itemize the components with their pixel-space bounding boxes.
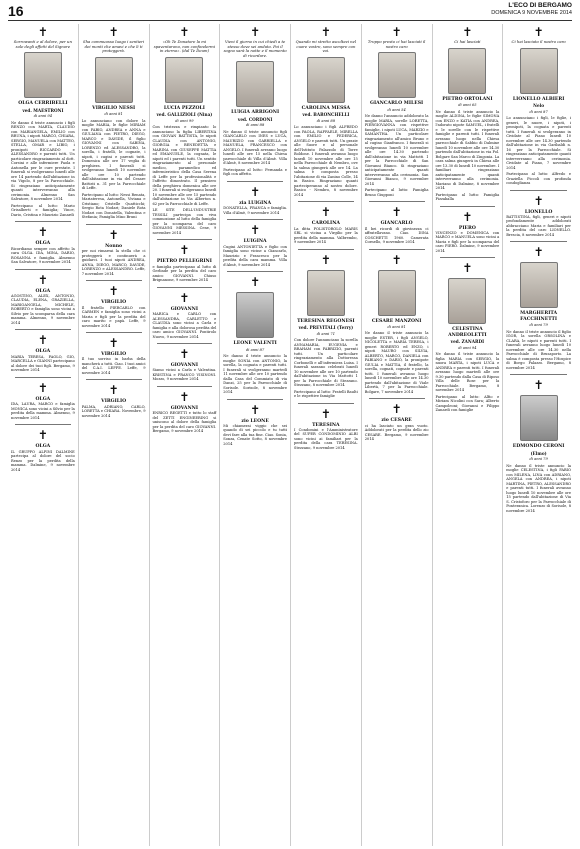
deceased-name: OLGA	[35, 349, 51, 355]
divider	[369, 249, 425, 250]
cross-icon: ✝	[250, 223, 261, 238]
cross-icon: ✝	[250, 402, 261, 417]
deceased-name: EDMONDO CERONI	[512, 444, 565, 450]
notice-participants: Partecipano al lutto: Famiglia Pizzaballa	[435, 192, 500, 201]
notice-text	[365, 114, 429, 197]
cross-icon: ✝	[250, 184, 261, 199]
divider	[298, 403, 354, 404]
divider	[227, 181, 283, 182]
deceased-age: di anni 54	[387, 107, 406, 112]
memorial-quote: Sha commuosso luogo i sentieri dei monti che amavi e che li ti proteggerà.	[83, 39, 145, 54]
deceased-name: GIOVANNI	[170, 363, 199, 368]
notice-text	[294, 227, 358, 245]
divider	[86, 332, 142, 333]
notice-participants: Partecipano al lutto: Mario Grisalberti e famiglia; Vince, Dario, Cristina e Maurizio Zanardi	[11, 203, 75, 217]
divider	[15, 377, 71, 378]
portrait-photo	[520, 48, 558, 94]
portrait-photo	[236, 61, 274, 107]
divider	[369, 201, 425, 202]
deceased-name: TERESINA REGONESI	[297, 318, 355, 324]
deceased-age: di anni 94	[33, 114, 52, 119]
divider	[510, 374, 567, 375]
cross-icon: ✝	[108, 227, 119, 242]
deceased-name: zio LEONE	[241, 418, 269, 424]
deceased-name: VIRGILIO NESSI	[92, 105, 136, 111]
notice-body: Ne danno l'annuncio addolorato la moglie MARIA, sorelle LORETTA, PIERGIOVANNA con rispettive famiglie, i nipoti LUCA, MARZIO e SAMANTHA. Un particolare ringraziamento all'amico Bruno e al cugino Gianfranco. I funerali si svolgeranno lunedì 10 novembre alle ore 14.30 partendo dall'abitazione in via Mattotti 1 per la Parrocchiale di San Giovanni Bianco. Si ringraziano anticipatamente quanti interverranno alla cerimonia. San Giovanni Bianco, 9 novembre 2014	[364, 114, 429, 186]
divider	[86, 280, 142, 281]
portrait-photo	[24, 52, 62, 98]
cross-icon: ✝	[250, 275, 261, 290]
portrait-photo	[236, 292, 274, 338]
deceased-age: di anni 87	[529, 109, 548, 114]
notice-body: e famiglia partecipano al lutto di Gerlinde per la perdita del caro amico GIOVANNI. Chiuso Brignanone, 9 novembre 2014	[152, 264, 217, 283]
notice-text	[506, 464, 571, 514]
obituary-column	[8, 24, 79, 846]
notice-body: ENRICO REGETTI e tutto lo staff del ZETTI ENGINEERING si uniscono al dolore della famiglia per la perdita del caro GIOVANNI. Bergamo, 9 novembre 2014	[152, 411, 217, 434]
notice-text	[223, 424, 287, 447]
notice-body: Cugini ANTONIETTA e figlio con famiglia sono vicine a Giancarlo, Maurizio e Francesco per la perdita della cara mamma. Villa d'Almè, 9 novembre 2014	[223, 244, 287, 267]
cross-icon: ✝	[108, 383, 119, 398]
deceased-name: LUCIA PEZZOLI	[163, 105, 205, 111]
divider	[157, 287, 213, 288]
divider	[86, 379, 142, 380]
divider	[227, 399, 283, 400]
notice-text	[82, 357, 146, 375]
deceased-name: OLGA	[35, 241, 51, 247]
deceased-name: zia LUIGINA	[239, 200, 272, 206]
notice-body: AGOSTINO, ALEX, ANTONIO, CLAUDIA, ELENA, GRAZIELLA, MARIOANGELA, MICHELE, ROBERTO e famiglia sono vicini a Silvio per la scomparsa della cara mamma. Almenno, 9 novembre 2014	[11, 293, 75, 325]
deceased-name: CAROLINA	[311, 221, 340, 227]
deceased-age: di anni 65	[458, 103, 477, 107]
obituary-column	[362, 24, 433, 846]
notice-text	[436, 352, 500, 413]
notice-text	[11, 121, 75, 218]
cross-icon: ✝	[462, 261, 473, 276]
divider	[157, 239, 213, 240]
notice-body: Ne danno il triste annuncio i figli RENZO con MARTA, CLAUDIO con MARIANGELA, EMILIO con BRUNA, i nipoti MARCO, CHIARA, SERGIO, MANUELA con MATTEO, STELLA, OMAR e LIBIO, i pronipoti RICCARDO e ALESSANDRO e parenti tutti. Un particolare ringraziamento al dott. Corsini e alle infermiere Paola e Antonella per le cure prestate. I funerali si svolgeranno lunedì alle ore 14 partendo dall'abitazione in via Vigolo, 8 per la Parrocchiale. Si ringraziano anticipatamente quanti interverranno alla cerimonia. Almenno San Salvatore, 8 novembre 2014	[11, 120, 75, 202]
deceased-subname: (Elmo)	[530, 450, 547, 456]
cross-icon: ✝	[391, 402, 402, 417]
notice-participants: Partecipano al lutto: Famiglia Bruno Giupponi	[364, 188, 429, 197]
portrait-photo	[378, 52, 416, 98]
notice-body: MARIA TERESA, PAOLO, GIO, MARCELLA e GIANNI partecipano al dolore dei tuoi figli. Bergamo, 9 novembre 2014	[11, 354, 75, 373]
notice-text	[11, 355, 75, 373]
notice-body: Lo annunciano i figli ALFREDO con PAOLA, RAFFAELE, MIRELLA con EMILIO e FEDERICA, ANGELO e parenti tutti. Un grazie alle Suore e al personale dell'Istituto Palazzolo di Torre Boldone. I funerali avranno luogo lunedì 10 novembre alle ore 15 nella Parrocchiale di Nembro, ove la salma giungerà alle ore 14. La salma è composta presso l'abitazione di via Zanino Colle, 14 in Basico. Ringraziano quanti parteciperanno al nostro dolore. Basico - Nembro, 8 novembre 2014	[294, 125, 358, 197]
notice-body: Il bei ricordi di giovinezza ci affratellavano. Ciao. DINA COSCHETTI 1960. Camerata Cornello, 9 novembre 2014	[364, 226, 429, 244]
deceased-age: di anni 94	[458, 345, 477, 350]
notice-text	[365, 331, 429, 394]
notice-text	[294, 338, 358, 399]
notice-body: BATTISTINA, figli, generi e nipoti profondamente addolorati abbracciano Maria e familiari per la perdita del caro LIONELLO. Brescia, 8 novembre 2014	[506, 214, 571, 237]
deceased-name: VIRGILIO	[101, 300, 127, 306]
divider	[15, 424, 71, 425]
notice-text	[436, 110, 500, 202]
notice-text	[11, 294, 75, 326]
cross-icon: ✝	[391, 25, 402, 39]
notice-text	[506, 330, 571, 371]
deceased-name: OLGA	[35, 288, 51, 294]
deceased-name: CELESTINA ANDREOLETTI	[448, 327, 487, 338]
cross-icon: ✝	[37, 225, 48, 240]
obituary-column	[79, 24, 150, 846]
notice-text	[436, 231, 500, 254]
deceased-name: OLGA CERRIBELLI	[18, 101, 68, 107]
notice-body: Lo annunciano con dolore la moglie MARIA, le figlie MIRIAM con FABIO, ANDREA e ANNA e GIULIANA con PIETRO, DIEGO, MARCO e DAVIDE, il figlio GIOVANNI con SABINA, LORENZO ed ALESSANDRO, la sorella, i fratelli, le cognate, i nipoti, i cugini e parenti tutti. Domenica alle ore 17 veglia di preghiera. I funerali si svolgeranno lunedì 10 novembre alle ore 10 partendo dall'abitazione in via del Cesare Battisti n. 31 per la Parrocchiale di Leffe.	[81, 118, 146, 191]
notice-text	[223, 354, 287, 395]
notice-text	[82, 306, 146, 329]
notice-participants: Partecipano al lutto: Alfio e Miriam Nicolini con Sara; Alberto Campoleoni; Giovanni e Filippo Zanardi con famiglie	[435, 394, 500, 413]
notice-text	[294, 428, 358, 451]
divider	[369, 398, 425, 399]
deceased-name: PIETRO PELLEGRINI	[156, 259, 212, 265]
notice-text	[365, 424, 429, 442]
notice-text	[223, 245, 287, 268]
memorial-quote: Ci hai lasciato il nostro caro	[511, 39, 566, 44]
obituary-columns	[8, 24, 574, 846]
portrait-photo	[378, 270, 416, 316]
notice-body: Ne danno il triste annuncio la moglie SONIA con ANTONIO, la sorella, la cognata e parenti tutti. I funerali si svolgeranno martedì 11 novembre alle ore 10 partendo dalla Casa del Commiato di via Danzi, 25 per la Parrocchiale di Sorisole. Sorisole, 8 novembre 2014	[223, 354, 287, 394]
divider	[510, 190, 567, 191]
notice-participants: Partecipano al lutto: Fernanda e figli con affetto.	[223, 167, 287, 177]
notice-text	[11, 247, 75, 265]
notice-body: Il tuo sorriso in barba della mancherà a tutti. Ciao. I tuoi amici del C.A.I. LEFFE. Leffe, 9 novembre 2014	[81, 357, 146, 375]
masthead	[491, 2, 572, 17]
notice-participants: LE SITE DELL'INDUSTRIE TESSILI partecipa con viva commozione al lutto della famiglia per la scomparsa del caro GIOVANNI MESSINA. Cene, 9 novembre 2014	[152, 208, 217, 235]
obituary-column	[503, 24, 574, 846]
cross-icon: ✝	[391, 205, 402, 220]
notice-body: La ditta POLISTOROLO MARIS SRL si vicina a Virgilio per la perdita della mamma. Valbrembo, 9 novembre 2014	[294, 226, 358, 245]
notice-text	[223, 206, 287, 215]
notice-text	[11, 402, 75, 420]
deceased-name: GIOVANNI	[170, 405, 199, 411]
deceased-age: di anni 81	[387, 324, 406, 329]
cross-icon: ✝	[108, 336, 119, 350]
notice-text	[153, 411, 217, 434]
notice-body: Ne danno il triste annuncio la moglie CELESTINA, i figli FABIO con MILENA, LINA con ADRIANO, ANGELA con ANDREA, i nipoti MARTINA, PIETRO, ALESSANDRO e parenti tutti. I funerali avranno luogo lunedì 10 novembre alle ore 15 partendo dall'abitazione di Via S. Cristoforo per la Parrocchiale di Ponteranica. Lorenzo di Sorisole, 8 novembre 2014	[506, 463, 571, 513]
deceased-age: di anni 81	[104, 112, 123, 117]
cross-icon: ✝	[37, 333, 48, 348]
notice-text	[82, 249, 146, 276]
cross-icon: ✝	[108, 284, 119, 299]
cross-icon: ✝	[37, 428, 48, 443]
memorial-quote: Troppo presto ci hai lasciati il nostro caro	[367, 39, 426, 49]
notice-body: VINCENZO e DOMENICA con MARCO e MANUELA sono vicini a Maria e figli per la scomparsa del caro PIERO. Dalmine, 9 novembre 2014	[435, 230, 500, 253]
notice-body: Ricordiamo sempre con affetto la cara OLGA. IDA, MINA, DARIO, ROSANNA e famiglia. Almenno San Salvatore, 9 novembre 2014	[11, 246, 75, 264]
deceased-name: LUIGIA ARRIGONI	[231, 110, 280, 116]
divider	[86, 224, 142, 225]
notice-body: Siamo vicini a Carla e Valentina. KRISTINA e FRANCO VISINONI. Mozzo, 9 novembre 2014	[152, 368, 217, 382]
deceased-name: CESARE MANZONI	[371, 318, 422, 324]
cross-icon: ✝	[179, 389, 190, 404]
notice-text	[506, 116, 571, 186]
deceased-name: LIONELLO ALBIERI	[512, 96, 565, 102]
deceased-name: OLGA	[35, 396, 51, 402]
memorial-quote: Vieni il giorno in cui chiedi a te stesso dove sei andato. Poi il sogno sarà la notte e il momento di ricordare.	[223, 39, 287, 58]
divider	[157, 386, 213, 387]
deceased-name: CAROLINA MESSA	[301, 105, 351, 111]
cross-icon: ✝	[462, 25, 473, 39]
deceased-subname: ved. BARONCHELLI	[302, 112, 350, 118]
portrait-photo	[520, 262, 558, 308]
deceased-age: di anni 88	[246, 123, 265, 128]
deceased-subname: ved. CORDONI	[237, 116, 273, 122]
notice-text	[153, 125, 217, 235]
memorial-quote: «Oh Te Donatore la mi spaventarono, non confondermi in eterno». (dal Te Deum)	[153, 39, 215, 54]
cross-icon: ✝	[37, 272, 48, 287]
cross-icon: ✝	[250, 25, 261, 39]
notice-body: PALMA, ADRIANO, CARLO, LORETTA e CHIARA. Novembre, 9 novembre 2014	[81, 404, 146, 418]
cross-icon: ✝	[320, 406, 331, 421]
notice-text	[365, 227, 429, 245]
memorial-quote: Sorrowanti e al dolore, per un sole degli affetti del Signore	[13, 39, 72, 49]
page-number: 16	[8, 3, 24, 19]
memorial-quote: Quando mi stretto ascoltavi nel cuore vostro, sono sempre con voi.	[295, 39, 357, 54]
deceased-age: di anni 87	[246, 347, 265, 352]
notice-body: Lo annunciano i figli, le figlie, i generi, le nuore, i nipoti, i pronipoti, la cognata e parenti tutti. I funerali si svolgeranno in Cividate al Piano lunedì 10 novembre alle ore 14.30 partendo dall'abitazione in via Garibaldi n. 16 per la Parrocchiale. Si ringraziano anticipatamente quanti interverranno alla cerimonia. Cividate al Piano, 7 novembre 2014	[506, 116, 571, 170]
cross-icon: ✝	[320, 205, 331, 220]
notice-body: Ne danno il triste annuncio figli GIANCARLO con INES e LUCA, MAURIZIO con GABRIELLA e MANUELA, FRANCESCO con ANGELO. I funerali avranno luogo lunedì alle ore 15 nella Chiesa parrocchiale di Villa d'Almè. Villa d'Almè, 8 novembre 2014	[223, 129, 287, 166]
portrait-photo	[307, 270, 345, 316]
notice-body: IDA, LAURA, MARCO e famiglia MONICA sono vicini a Silvio per la perdita della mamma. Almenno, 9 novembre 2014	[11, 402, 75, 420]
deceased-name: MARGHERITA FACCHINETTI	[520, 311, 558, 322]
cross-icon: ✝	[179, 25, 190, 39]
notice-body: IL GRUPPO ALPINI DALMINE partecipa al dolore del socio Renzo per la perdita della mamma. Dalmine, 9 novembre 2014	[11, 449, 75, 472]
divider	[15, 221, 71, 222]
cross-icon: ✝	[462, 209, 473, 224]
obituary-column	[433, 24, 504, 846]
deceased-age: di anni 88	[316, 118, 335, 123]
deceased-name: LIONELLO	[524, 209, 553, 215]
notice-text	[11, 450, 75, 473]
notice-body: Ne danno il triste annuncio la moglie ALDINA, le figlie SIMONA con ENZO e KATIA con ANDREA, l'adorato nipote SAMUEL, i fratelli e le sorelle con le rispettive famiglie e parenti tutti. I funerali avranno luogo nella Chiesa parrocchiale di Sabbio di Dalmine lunedì 10 novembre alle ore 14.30 partendo dall'abitazione in via Pol. Bolgare San Marco di Zingonia. La cara salma giungerà in Chiesa alle ore 13.30 di lunedì 10 novembre. I familiari ringraziano anticipatamente quanti interverranno alla cerimonia. Mariano di Dalmine, 8 novembre 2014	[435, 109, 500, 190]
notice-body: I Condomini e l'Amministratore del SUPER CONDOMINIO ALBI sono vicini ai familiari per la perdita della cara TERESINA. Stezzano, 9 novembre 2014	[294, 427, 358, 450]
notice-body: Con dolore l'annunciano la sorella ANNAMARIA, EUGENIA e BRAHAM con FABRIZIO, parenti tutti. Un particolare ringraziamento alla Dottoressa Corbonelli e all'infermiera Luisa. I funerali saranno celebrati lunedì 10 novembre alle ore 10 partendo dall'abitazione in Via Mattotti 1 per la Parrocchiale di Stezzano. Stezzano, 8 novembre 2014	[294, 338, 358, 387]
deceased-name: GIANCARLO	[380, 221, 413, 227]
cross-icon: ✝	[320, 25, 331, 39]
cross-icon: ✝	[179, 347, 190, 361]
divider	[15, 329, 71, 330]
divider	[298, 249, 354, 250]
notice-body: per noi rimarrai la stella che ci proteggerà e continuerà a guidarci. I tuoi nipoti ANDREA, ANNA, DIEGO, MARCO, DAVIDE, LORENZO e ALESSANDRO. Leffe, 7 novembre 2014	[81, 249, 146, 276]
divider	[440, 257, 496, 258]
portrait-photo	[307, 57, 345, 103]
notice-text	[153, 368, 217, 382]
issue-date: DOMENICA 9 NOVEMBRE 2014	[491, 10, 572, 16]
newspaper-name: L'ECO DI BERGAMO	[508, 2, 572, 9]
deceased-name: Nonno	[105, 243, 123, 249]
notice-body: Ne danno il triste annuncio il figlio IGOR, la sorella ORSOLINA e CLARA, le nipoti e parenti tutti. I funerali avranno luogo lunedì 10 novembre alle ore 14.30 nella Parrocchiale di Brusaporto. La salma è composta presso l'Hospice di Borgo Palazzo. Bergamo, 8 novembre 2014	[506, 329, 571, 370]
deceased-age: di anni 71	[316, 331, 335, 336]
cross-icon: ✝	[533, 193, 544, 208]
notice-text	[153, 312, 217, 339]
cross-icon: ✝	[179, 290, 190, 305]
notice-text	[153, 265, 217, 283]
notice-participants: Partecipano al lutto: Nessi Renata, Mariateresa, Antonella, Viviana e Cristiano; Cristelle Quatticchi; Sergio Rota Nodari; Daniele Rota Nodari con Donatella, Valentina e Stefania; Famiglia Mino Bruni	[81, 192, 146, 220]
page-header	[0, 0, 580, 22]
deceased-name: LEONE VALENTI	[233, 341, 277, 347]
notice-participants: Partecipano al lutto: Alfredo e Graziella Piccoli con profonda condoglianza	[506, 172, 571, 185]
cross-icon: ✝	[533, 25, 544, 39]
divider	[510, 241, 567, 242]
portrait-photo	[165, 57, 203, 103]
divider	[227, 219, 283, 220]
notice-body: MARICA e CARLO con ALESSANDRA, CARLETTO e CLAUDIA sono vicini a Carla e famiglia e alla dolorosa perdita del caro amico GIOVANNI. Pontirolo Nuovo, 9 novembre 2014	[152, 312, 217, 339]
portrait-photo	[95, 57, 133, 103]
cross-icon: ✝	[533, 245, 544, 260]
cross-icon: ✝	[533, 378, 544, 393]
portrait-photo	[448, 48, 486, 94]
notice-body: DONATELLA, FRANCA e famiglia. Villa d'Almè, 9 novembre 2014	[223, 206, 287, 215]
deceased-name: VIRGILIO	[101, 352, 127, 357]
deceased-subname: ved. MAESTRONI	[22, 107, 64, 113]
deceased-name: PIETRO ORTOLANI	[442, 96, 493, 102]
deceased-name: GIOVANNI	[170, 306, 199, 312]
notice-text	[82, 405, 146, 419]
notice-text	[506, 215, 571, 238]
cross-icon: ✝	[108, 25, 119, 39]
portrait-photo	[448, 278, 486, 324]
deceased-name: GIANCARLO MILESI	[370, 101, 424, 107]
deceased-subname: ved. PREVITALI (Terry)	[298, 325, 354, 330]
header-rule	[8, 20, 572, 21]
deceased-subname: ved. GALLIZIOLI (Nina)	[156, 112, 213, 118]
notice-text	[223, 130, 287, 177]
deceased-name: PIERO	[458, 225, 476, 231]
deceased-age: di anni 79	[529, 457, 548, 462]
obituary-column	[291, 24, 362, 846]
deceased-age: di anni 79	[529, 323, 548, 328]
divider	[157, 343, 213, 344]
notice-participants: Partecipano al lutto: Fratelli Baulti e le rispettive famiglie	[294, 389, 358, 398]
notice-body: Mi chiamerai viggio che sei quando di sei piccolo e tu tutti devi fare alla tua fine. Ciao. Sonia, Sonza, Cenate Sotto, 8 novembre 2014	[223, 423, 287, 446]
obituary-column	[220, 24, 291, 846]
notice-body: Ne danno il triste annuncio la figlia MARIA con SERGIO, la nuora MARTA, i nipoti LUCA e ANDREA e parenti tutti. I funerali avranno luogo martedì alle ore 9.30 partendo dalla Casa di Riposo Villa delle Rose per la Parrocchiale. Bergamo, 8 novembre 2014	[435, 352, 500, 393]
notice-body: Con tristezza e rimpianto lo annunciano la figlia LIBERTINA con GIOVAN BATTISTA, le nipoti CLAUDIA con ANTONIO, GIORGIA e BENEDETTA e MARINA con GIUSEPPE MATTIA ed EMANUELE, la cognata, le nipoti ed i parenti tutti. Un sentito ringraziamento al personale medico, paramedico ed infermieristico della Casa Serena di Leffe per la professionalità e l'affetto dimostrato. Il pensiero della preghiera domenica alle ore 20. I funerali si svolgeranno lunedì 10 novembre alle ore 15 partendo dall'abitazione in Via Alberton n. 62 per la Parrocchiale di Leffe.	[152, 125, 217, 206]
portrait-photo	[520, 395, 558, 441]
deceased-subname: Nelo	[533, 103, 545, 108]
divider	[15, 269, 71, 270]
notice-body: Il fratello PIERCARLO con CARMEN e famiglia sono vicini a Maria e figli per la perdita del caro marito e papà. Leffe, 9 novembre 2014	[81, 305, 146, 328]
divider	[298, 201, 354, 202]
cross-icon: ✝	[320, 252, 331, 267]
obituary-column	[150, 24, 221, 846]
cross-icon: ✝	[37, 25, 48, 39]
deceased-subname: ved. ZANARDI	[450, 339, 485, 345]
notice-text	[294, 125, 358, 197]
deceased-name: OLGA	[35, 444, 51, 450]
deceased-name: VIRGILIO	[101, 399, 127, 405]
deceased-age: di anni 99	[175, 118, 194, 123]
cross-icon: ✝	[179, 243, 190, 258]
deceased-name: zio CESARE	[381, 418, 412, 424]
notice-text	[82, 119, 146, 220]
notice-body: Ne danno il triste annuncio la moglie ESTER, i figli ANGELO, NICOLETTA e MARIA TERESA, i generi ROBERTO ed ENZO, i nipoti MAURO con SILVIA, ALBERTO, MARCO, DANIELA con FABIANO e DARIO, la pronipote GIULIA e MATTIA, il fratello, la sorella, cognati, cognate e parenti tutti. I funerali avranno luogo lunedì 10 novembre alle ore 14.30 partendo dall'abitazione di Viale Libertà, 7 per la Parrocchiale. Bolgare, 7 novembre 2014	[364, 331, 429, 394]
cross-icon: ✝	[37, 380, 48, 395]
notice-body: ci ha lasciato un gran vuoto. Addolorati per la perdita dello zio CESARE. Bergamo, 9 novembre 2014	[364, 423, 429, 442]
divider	[227, 271, 283, 272]
divider	[440, 206, 496, 207]
cross-icon: ✝	[391, 252, 402, 267]
deceased-name: LUIGINA	[243, 239, 267, 245]
memorial-quote: Ci hai lasciati	[454, 39, 481, 44]
deceased-name: TERESINA	[312, 422, 340, 428]
